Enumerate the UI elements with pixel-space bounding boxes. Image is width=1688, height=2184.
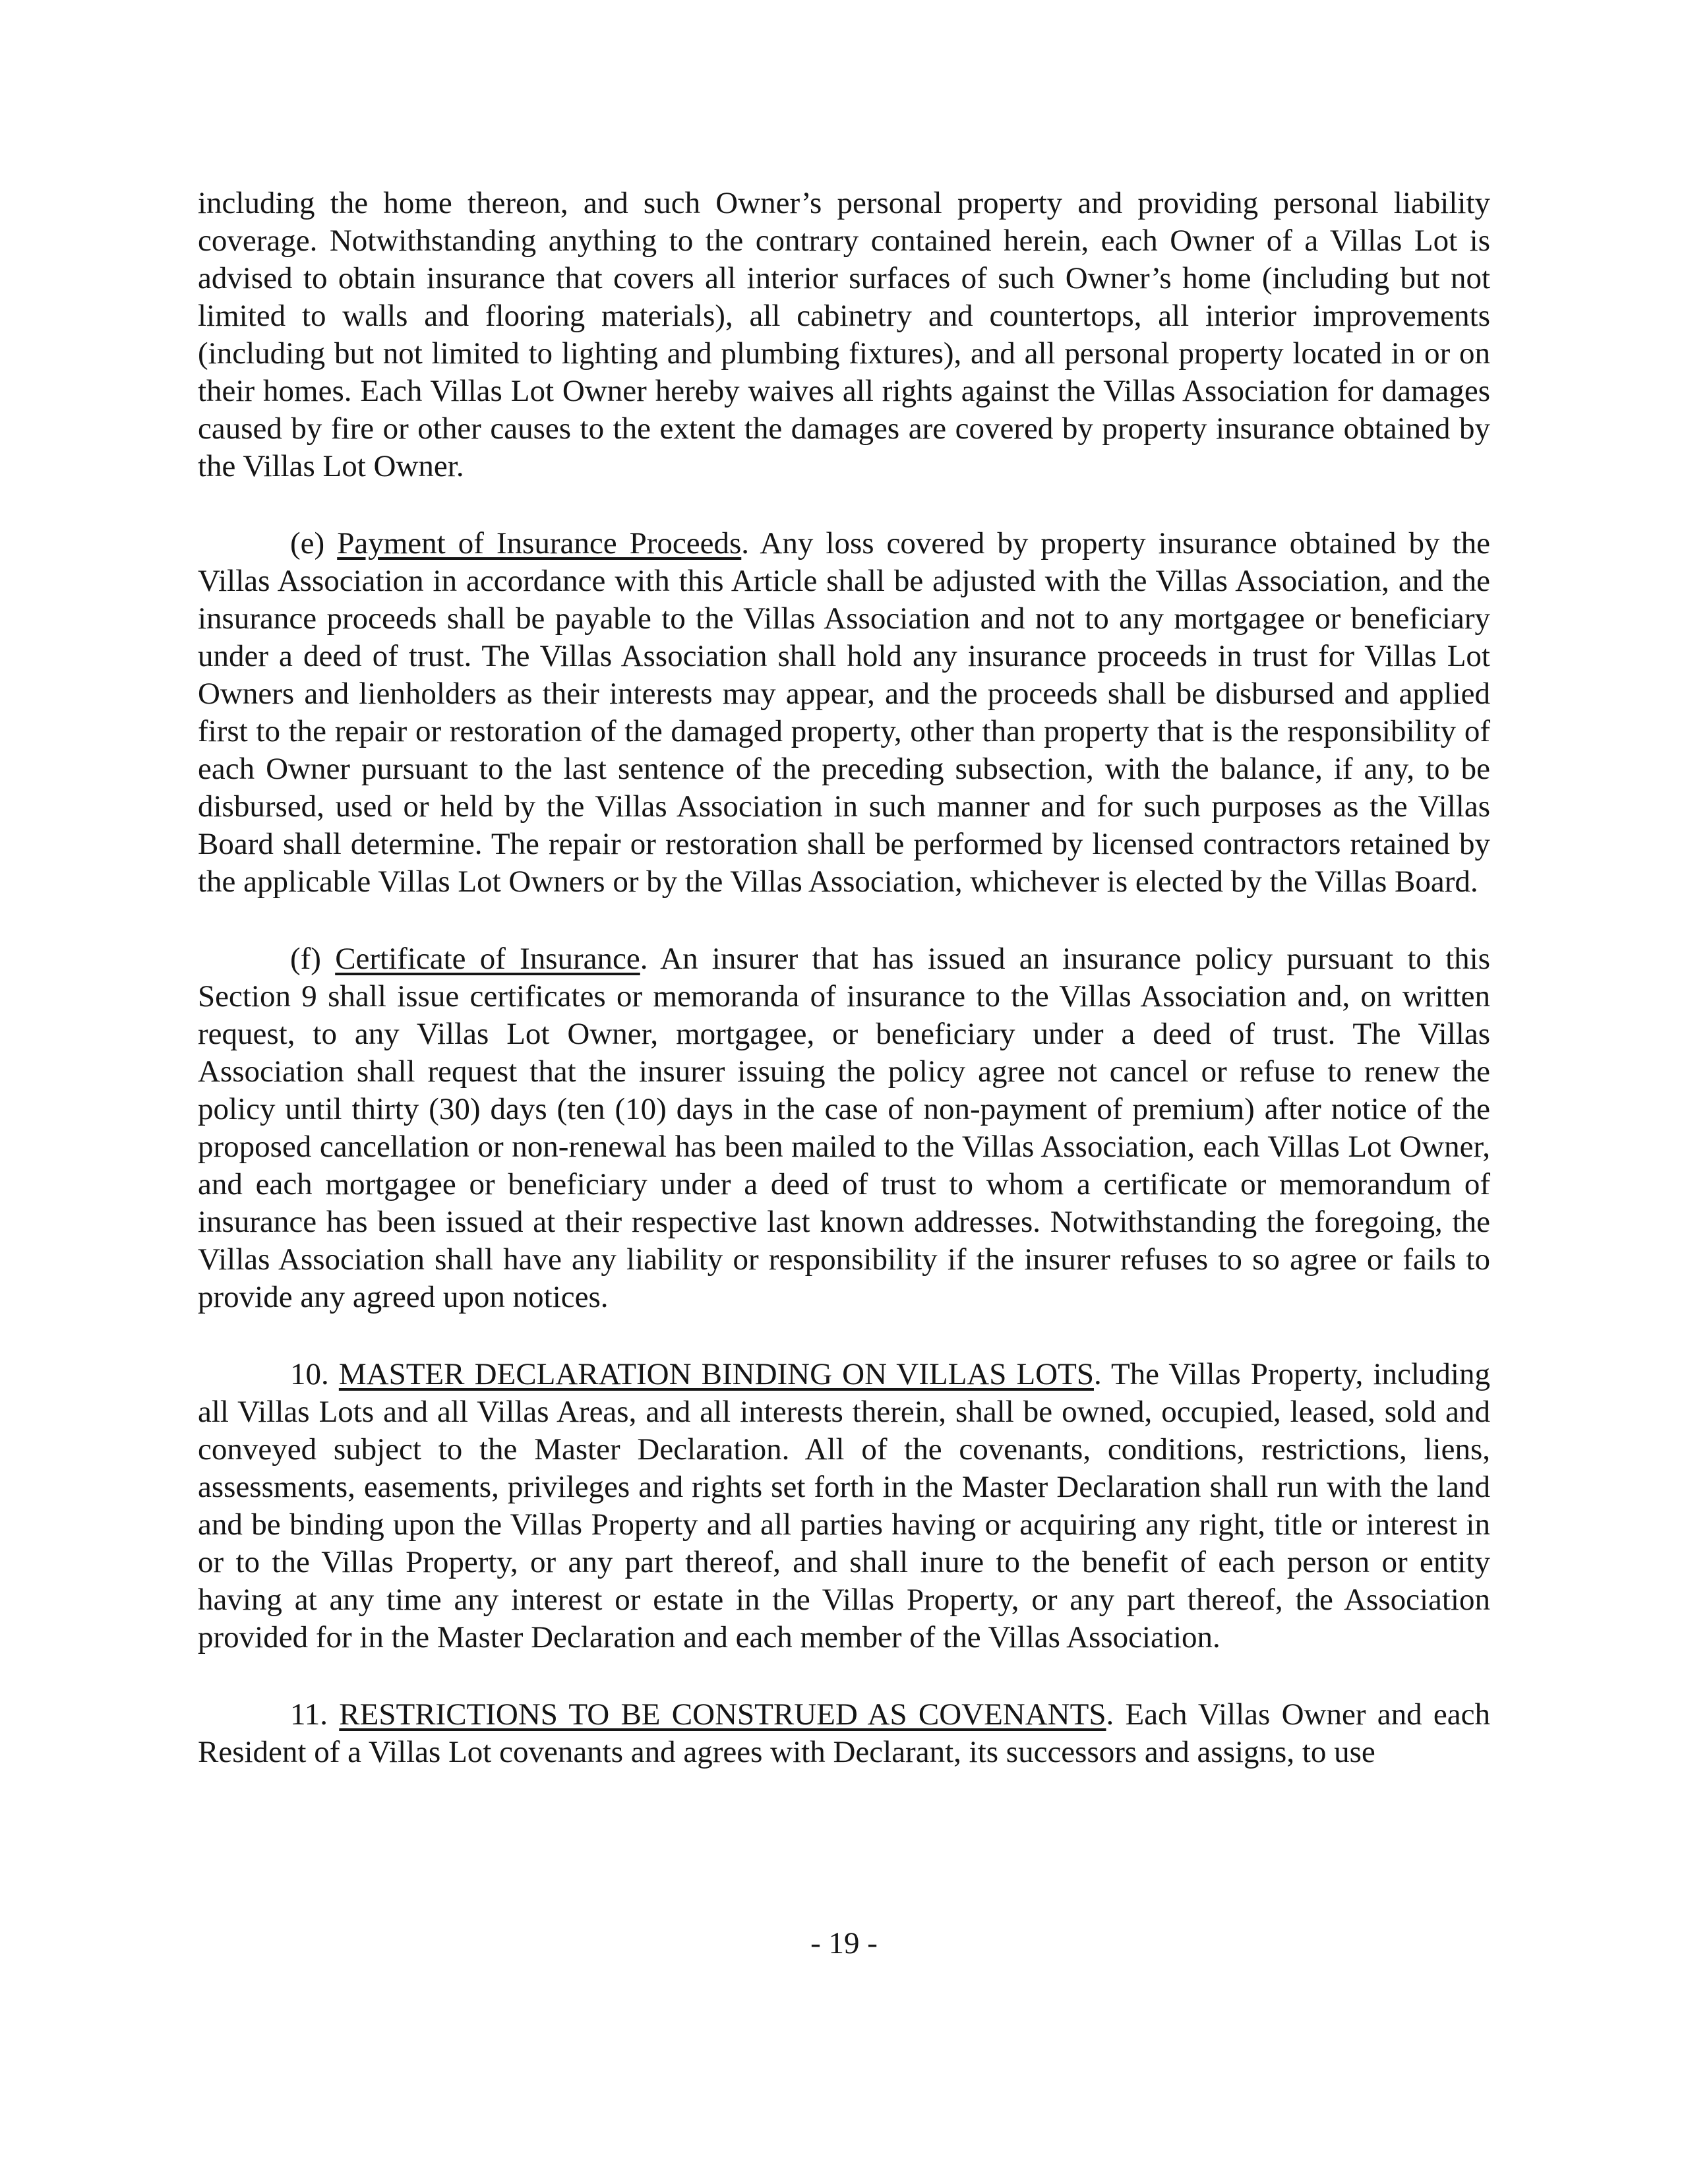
paragraph-text: including the home thereon, and such Owner’s personal property and providing personal liability coverage. Notwithstanding anything to the contrary contained herein, each Owner of a Villas Lot is advised to obtain insurance that covers all interior surfaces of such Owner’s home (including but not limited to walls and flooring materials), all cabinetry and countertops, all interior improvements (including but not limited to lighting and plumbing fixtures), and all personal property located in or on their homes. Each Villas Lot Owner hereby waives all rights against the Villas Association for damages caused by fire or other causes to the extent the damages are covered by property insurance obtained by the Villas Lot Owner. bbox=[198, 186, 1490, 483]
paragraph-heading: Payment of Insurance Proceeds bbox=[337, 526, 742, 561]
paragraph-lead: 10. bbox=[290, 1357, 329, 1391]
paragraph-restrictions-as-covenants bbox=[198, 1696, 1490, 1771]
paragraph-certificate-of-insurance bbox=[198, 940, 1490, 1316]
paragraph-text: . An insurer that has issued an insurance policy pursuant to this Section 9 shall issue certificates or memoranda of insurance to the Villas Association and, on written request, to any Villas Lot Owner, mortgagee, or beneficiary under a deed of trust. The Villas Association shall request that the insurer issuing the policy agree not cancel or refuse to renew the policy until thirty (30) days (ten (10) days in the case of non-payment of premium) after notice of the proposed cancellation or non-renewal has been mailed to the Villas Association, each Villas Lot Owner, and each mortgagee or beneficiary under a deed of trust to whom a certificate or memorandum of insurance has been issued at their respective last known addresses. Notwithstanding the foregoing, the Villas Association shall have any liability or responsibility if the insurer refuses to so agree or fails to provide any agreed upon notices. bbox=[198, 942, 1491, 1314]
paragraph-text: . The Villas Property, including all Villas Lots and all Villas Areas, and all interests therein, shall be owned, occupied, leased, sold and conveyed subject to the Master Declaration. All of the covenants, conditions, restrictions, liens, assessments, easements, privileges and rights set forth in the Master Declaration shall run with the land and be binding upon the Villas Property and all parties having or acquiring any right, title or interest in or to the Villas Property, or any part thereof, and shall inure to the benefit of each person or entity having at any time any interest or estate in the Villas Property, or any part thereof, the Association provided for in the Master Declaration and each member of the Villas Association. bbox=[198, 1357, 1490, 1654]
paragraph-lead: 11. bbox=[290, 1697, 328, 1732]
paragraph-text: . Each Villas Owner and each Resident of a Villas Lot covenants and agrees with Declarant, its successors and assigns, to use bbox=[198, 1697, 1490, 1769]
paragraph-insurance-continuation bbox=[198, 185, 1490, 485]
paragraph-lead: (e) bbox=[290, 526, 325, 561]
paragraph-heading: MASTER DECLARATION BINDING ON VILLAS LOTS bbox=[338, 1357, 1094, 1391]
paragraph-heading: Certificate of Insurance bbox=[335, 942, 640, 976]
page-number: - 19 - bbox=[810, 1926, 878, 1960]
paragraph-master-declaration-binding bbox=[198, 1356, 1490, 1656]
paragraph-lead: (f) bbox=[290, 942, 321, 976]
paragraph-text: . Any loss covered by property insurance obtained by the Villas Association in accordance with this Article shall be adjusted with the Villas Association, and the insurance proceeds shall be payable to the Villas Association and not to any mortgagee or beneficiary under a deed of trust. The Villas Association shall hold any insurance proceeds in trust for Villas Lot Owners and lienholders as their interests may appear, and the proceeds shall be disbursed and applied first to the repair or restoration of the damaged property, other than property that is the responsibility of each Owner pursuant to the last sentence of the preceding subsection, with the balance, if any, to be disbursed, used or held by the Villas Association in such manner and for such purposes as the Villas Board shall determine. The repair or restoration shall be performed by licensed contractors retained by the applicable Villas Lot Owners or by the Villas Association, whichever is elected by the Villas Board. bbox=[198, 526, 1490, 899]
paragraph-payment-of-insurance-proceeds bbox=[198, 525, 1490, 901]
paragraph-heading: RESTRICTIONS TO BE CONSTRUED AS COVENANTS bbox=[339, 1697, 1106, 1732]
